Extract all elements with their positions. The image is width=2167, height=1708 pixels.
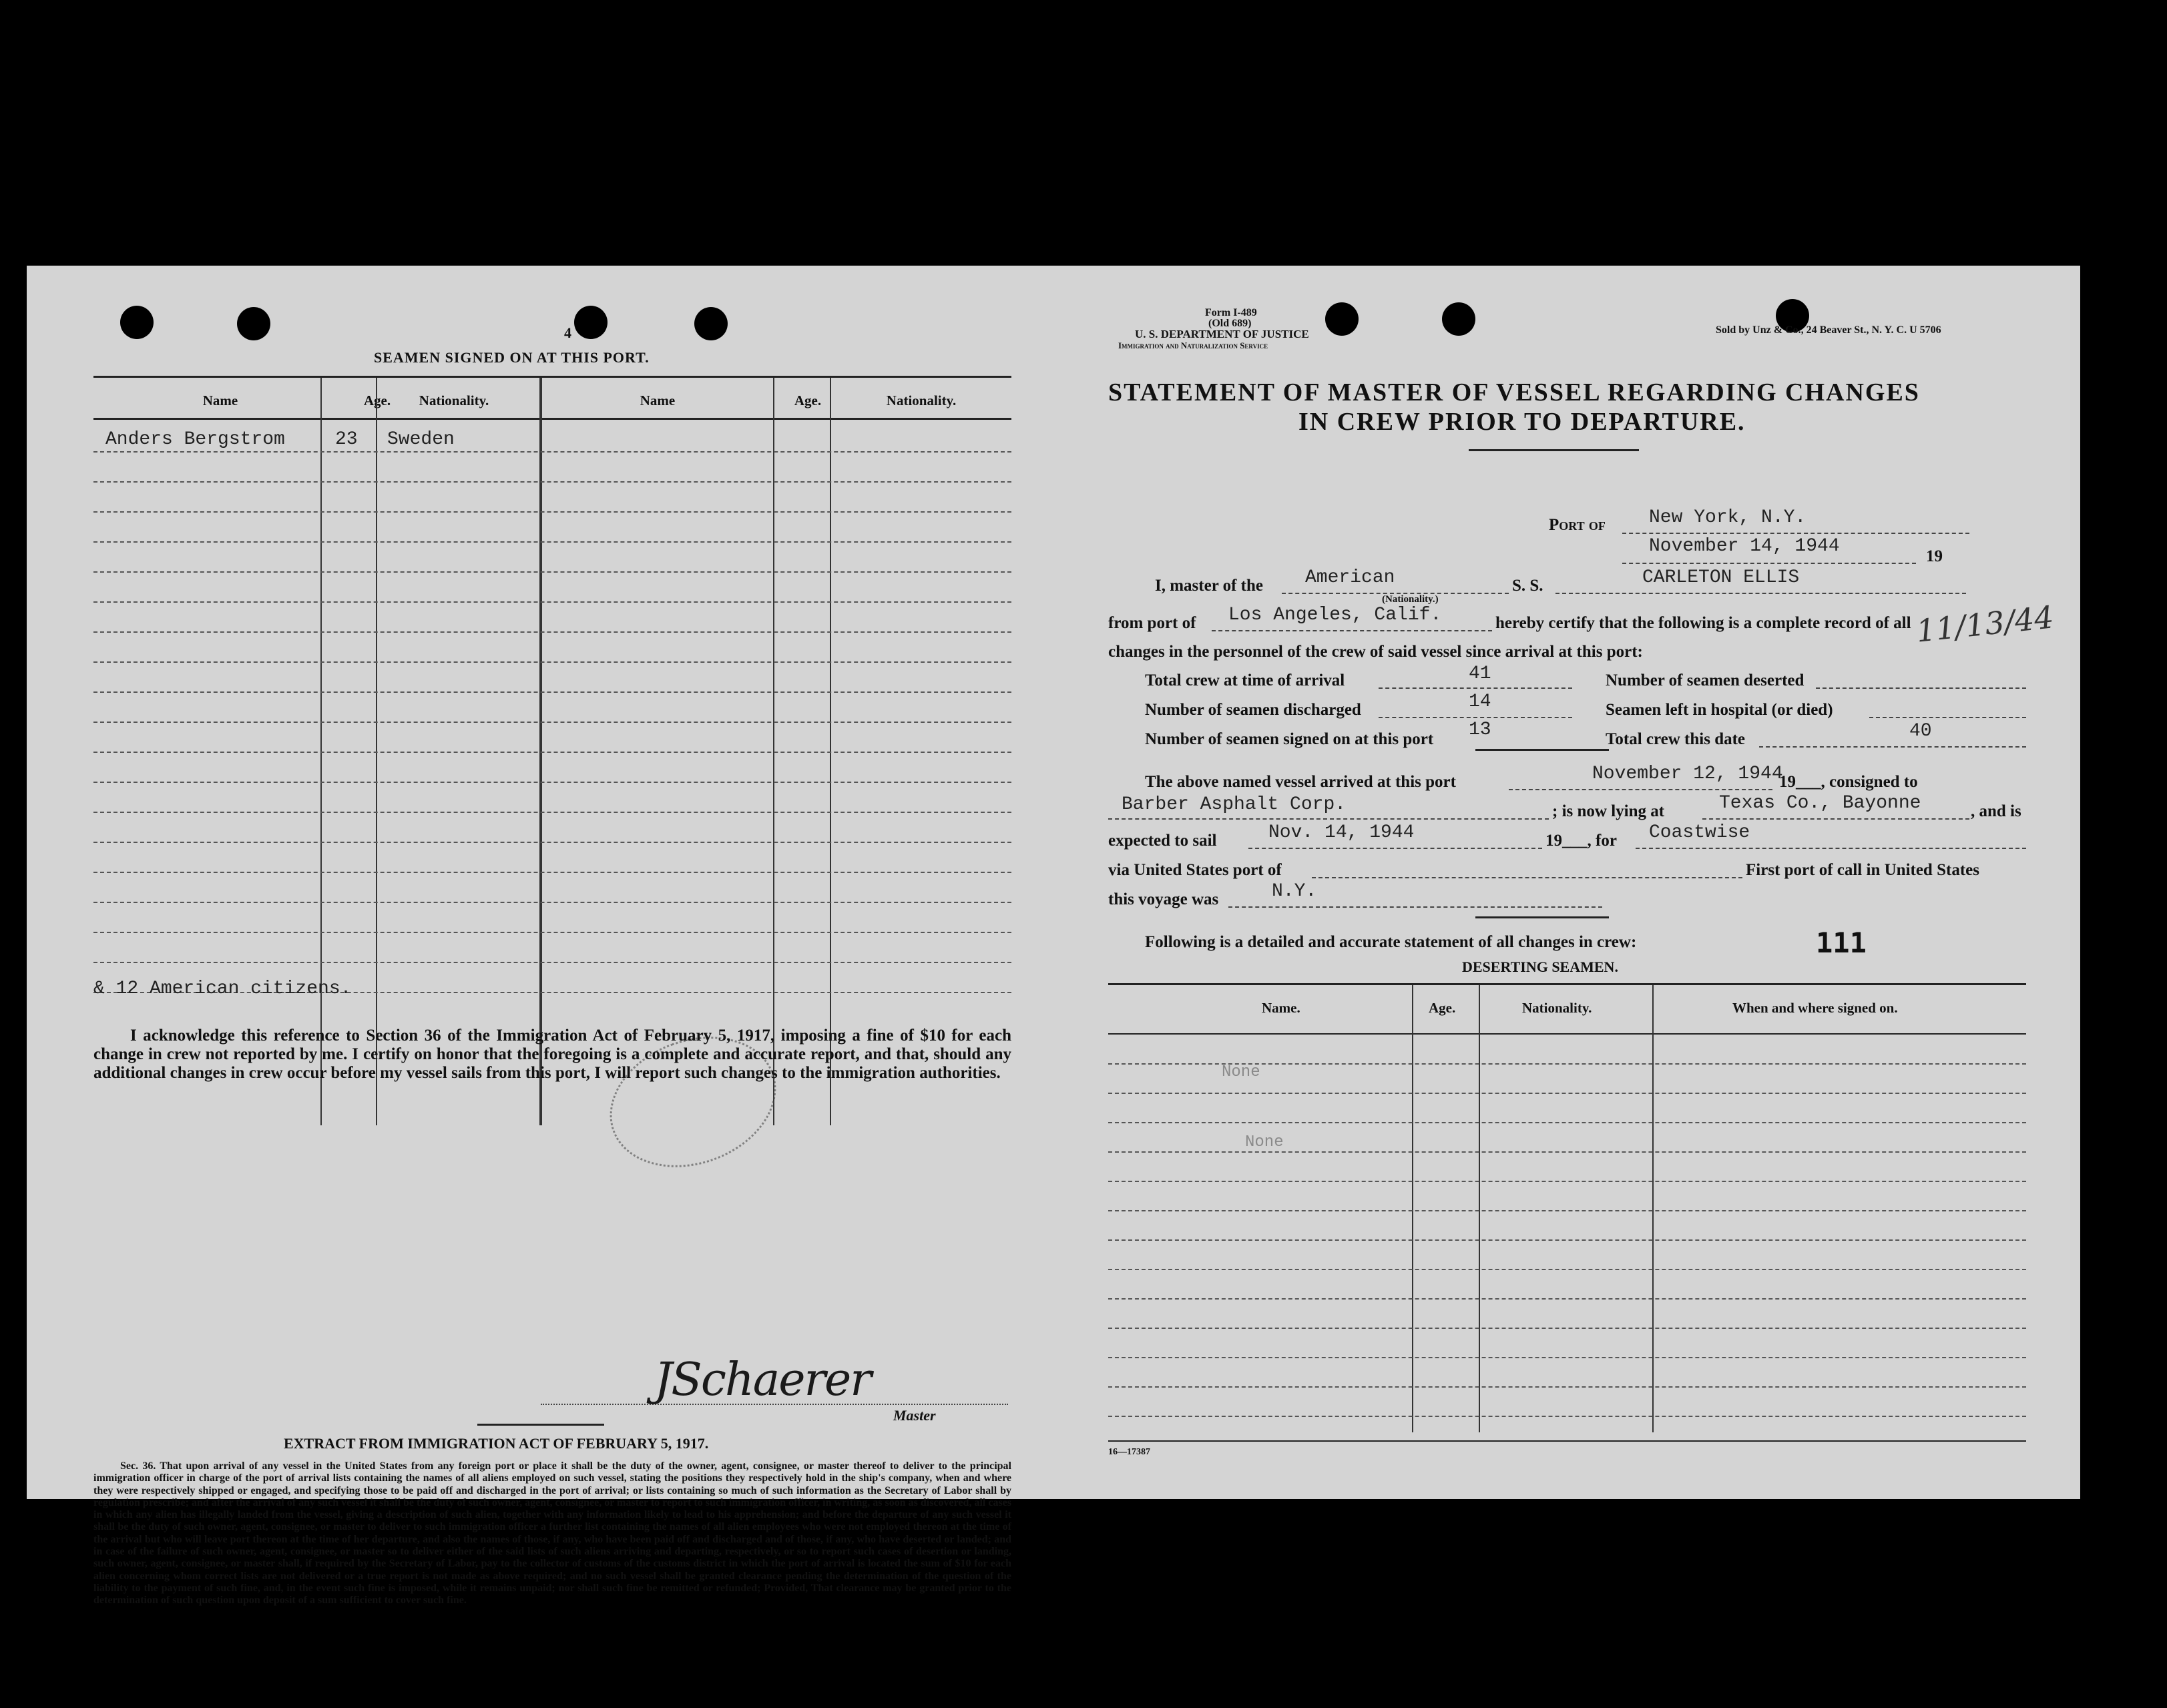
deserting-divider xyxy=(1652,985,1654,1432)
signed-on-value: 13 xyxy=(1469,720,1491,740)
punch-hole xyxy=(1442,302,1475,336)
for-value: Coastwise xyxy=(1649,822,1750,843)
row-rule xyxy=(93,541,1011,543)
extract-title: EXTRACT FROM IMMIGRATION ACT OF FEBRUARY 5, 1917. xyxy=(284,1435,709,1452)
faint-entry: None xyxy=(1222,1063,1260,1081)
master-signature: JSchaerer xyxy=(654,1354,871,1406)
form-title-line2: IN CREW PRIOR TO DEPARTURE. xyxy=(1298,408,1746,436)
voyage-label: this voyage was xyxy=(1108,890,1219,908)
discharged-value: 14 xyxy=(1469,691,1491,712)
row-rule xyxy=(93,752,1011,753)
row-rule xyxy=(93,601,1011,603)
vessel-name-fill xyxy=(1555,593,1966,594)
and-is-label: , and is xyxy=(1971,802,2021,820)
extract-text: Sec. 36. That upon arrival of any vessel in the United States from any foreign port or place it shall be the duty of the owner, agent, consignee, or master thereof to deliver to the principal immigration officer in charge of the port of arrival lists containing the names of all aliens employed on such vessel, stating the positions they respectively hold in the ship's company, when and where they were respectively shipped or engaged, and specifying those to be paid off and discharged in the port of arrival; or lists containing so much of such information as the Secretary of Labor shall by regulation prescribe; and after the arrival of any such vessel it shall be the duty of such owner, agent, consignee, or master to report to such immigration officer, in writing, as soon as discovered, all cases in which any alien has illegally landed from the vessel, giving a description of such alien, together with any information likely to lead to his apprehension; and before the departure of any such vessel it shall be the duty of such owner, agent, consignee, or master to deliver to such immigration officer a further list containing the names of all alien employees who were not employed thereon at the time of the arrival but who will leave port thereon at the time of her departure, and also the names of those, if any, who have been paid off and discharged and of those, if any, who have deserted or landed; and in case of the failure of such owner, agent, consignee, or master so to deliver either of the said lists of such aliens arriving and departing, respectively, or so to report such cases of desertion or landing, such owner, agent, consignee, or master shall, if required by the Secretary of Labor, pay to the collector of customs of the customs district in which the port of arrival is located the sum of $10 for each alien concerning whom correct lists are not delivered or a true report is not made as above required; and no such vessel shall be granted clearance pending the determination of the question of the liability to the payment of such fine, and, in the event such fine is imposed, while it remains unpaid; nor shall such fine be remitted or refunded; Provided, That clearance may be granted prior to the determination of such question upon deposit of a sum sufficient to cover such fine. xyxy=(93,1460,1011,1607)
row-rule xyxy=(1108,1181,2026,1182)
faint-entry: None xyxy=(1245,1133,1284,1151)
expected-fill xyxy=(1248,848,1542,849)
row-rule xyxy=(1108,1357,2026,1358)
voyage-rule xyxy=(1475,916,1609,918)
row-rule xyxy=(93,661,1011,663)
row-rule xyxy=(1108,1239,2026,1241)
row-rule xyxy=(93,722,1011,723)
punch-hole xyxy=(694,307,728,340)
row-rule xyxy=(93,631,1011,633)
row-rule xyxy=(1108,1151,2026,1153)
row-rule xyxy=(93,691,1011,693)
arrived-value: November 12, 1944 xyxy=(1592,764,1783,784)
row-rule xyxy=(93,571,1011,573)
consigned-label: 19___, consigned to xyxy=(1779,773,1918,791)
department-name: U. S. DEPARTMENT OF JUSTICE xyxy=(1135,328,1309,340)
row-rule xyxy=(1108,1416,2026,1417)
col-header-name-2: Name xyxy=(640,392,676,408)
deserting-col-signed-on: When and where signed on. xyxy=(1732,1000,1898,1016)
certify-text: hereby certify that the following is a complete record of all xyxy=(1495,614,1911,632)
arrived-fill xyxy=(1509,789,1772,790)
from-port-fill xyxy=(1212,630,1492,631)
from-port-value: Los Angeles, Calif. xyxy=(1228,605,1442,625)
discharged-label: Number of seamen discharged xyxy=(1145,701,1361,719)
first-port-label: First port of call in United States xyxy=(1746,861,1979,879)
row-rule xyxy=(93,812,1011,813)
deserting-title: DESERTING SEAMEN. xyxy=(1462,958,1618,975)
col-header-name: Name xyxy=(202,392,238,408)
lying-fill xyxy=(1702,818,1969,820)
port-fill xyxy=(1622,533,1969,534)
deserting-col-name: Name. xyxy=(1262,1000,1300,1016)
punch-hole xyxy=(120,306,154,339)
consignee-value: Barber Asphalt Corp. xyxy=(1122,794,1347,815)
row-rule xyxy=(1108,1093,2026,1094)
american-citizens-note: & 12 American citizens. xyxy=(93,978,352,999)
discharged-fill xyxy=(1379,717,1572,718)
consignee-fill xyxy=(1108,818,1549,820)
punch-hole xyxy=(574,306,608,339)
row-rule xyxy=(93,842,1011,843)
from-port-label: from port of xyxy=(1108,614,1196,632)
for-fill xyxy=(1636,848,2026,849)
handwritten-date: 11/13/44 xyxy=(1914,599,2056,649)
row-rule xyxy=(1108,1386,2026,1388)
punch-hole xyxy=(1325,302,1359,336)
seaman-name: Anders Bergstrom xyxy=(105,429,285,450)
lying-label: ; is now lying at xyxy=(1552,802,1665,820)
row-rule xyxy=(1108,1122,2026,1123)
print-code: 16—17387 xyxy=(1108,1447,1150,1457)
row-rule xyxy=(1108,1328,2026,1329)
old-form-number: (Old 689) xyxy=(1208,318,1252,329)
deserted-fill xyxy=(1816,687,2026,689)
title-rule xyxy=(1469,449,1639,451)
total-crew-date-fill xyxy=(1759,746,2026,748)
deserting-divider xyxy=(1479,985,1480,1432)
document-sheet xyxy=(27,266,2080,1607)
row-rule xyxy=(93,511,1011,513)
deserting-table-top xyxy=(1108,983,2026,985)
table-header-rule xyxy=(93,418,1011,420)
acknowledgement-text: I acknowledge this reference to Section 36 of the Immigration Act of February 5, 1917, imposing a fine of $10 for each change in crew not reported by me. I certify on honor that the foregoing is a complete and accurate report, and that, should any additional changes in crew occur before my vessel sails from this port, I will report such changes to the immigration authorities. xyxy=(93,1027,1011,1082)
punch-hole xyxy=(237,307,270,340)
voyage-value: N.Y. xyxy=(1272,881,1317,902)
deserting-table-bottom xyxy=(1108,1440,2026,1442)
expected-value: Nov. 14, 1944 xyxy=(1268,822,1415,843)
row-rule xyxy=(93,481,1011,483)
row-rule xyxy=(1108,1298,2026,1300)
signed-on-label: Number of seamen signed on at this port xyxy=(1145,730,1434,748)
master-label: Master xyxy=(893,1407,936,1424)
row-rule xyxy=(93,782,1011,783)
col-header-nationality: Nationality. xyxy=(419,392,489,408)
hospital-label: Seamen left in hospital (or died) xyxy=(1606,701,1833,719)
service-name: Immigration and Naturalization Service xyxy=(1118,340,1268,350)
seamen-signed-title: SEAMEN SIGNED ON AT THIS PORT. xyxy=(374,349,650,366)
changes-text: changes in the personnel of the crew of said vessel since arrival at this port: xyxy=(1108,643,1643,661)
deserting-col-age: Age. xyxy=(1429,1000,1456,1016)
row-rule xyxy=(93,872,1011,873)
deserting-col-nationality: Nationality. xyxy=(1522,1000,1592,1016)
port-value: New York, N.Y. xyxy=(1649,507,1807,528)
deserting-divider xyxy=(1412,985,1413,1432)
extract-rule xyxy=(477,1424,604,1426)
page-number: 4 xyxy=(564,324,571,341)
stamp-number: 111 xyxy=(1816,926,1867,959)
ss-label: S. S. xyxy=(1512,577,1543,595)
date-suffix: 19 xyxy=(1926,547,1943,565)
voyage-fill xyxy=(1228,906,1602,908)
hospital-fill xyxy=(1869,717,2026,718)
arrived-label: The above named vessel arrived at this port xyxy=(1145,773,1456,791)
col-header-nationality-2: Nationality. xyxy=(886,392,957,408)
following-label: Following is a detailed and accurate statement of all changes in crew: xyxy=(1145,933,1637,951)
row-rule xyxy=(93,932,1011,933)
total-crew-arrival-fill xyxy=(1379,687,1572,689)
total-crew-arrival-label: Total crew at time of arrival xyxy=(1145,671,1345,689)
form-title-line1: STATEMENT OF MASTER OF VESSEL REGARDING CHANGES xyxy=(1108,378,1920,406)
seaman-age: 23 xyxy=(335,429,358,450)
via-fill xyxy=(1312,877,1742,878)
row-rule xyxy=(93,962,1011,963)
row-rule xyxy=(1108,1210,2026,1211)
nationality-caption: (Nationality.) xyxy=(1382,594,1439,605)
date-fill xyxy=(1622,563,1916,564)
deserting-table-header-rule xyxy=(1108,1033,2026,1035)
row-rule xyxy=(93,451,1011,453)
total-crew-date-label: Total crew this date xyxy=(1606,730,1746,748)
vessel-nationality: American xyxy=(1305,567,1395,588)
total-crew-date-value: 40 xyxy=(1909,721,1932,742)
date-value: November 14, 1944 xyxy=(1649,536,1840,557)
total-crew-arrival-value: 41 xyxy=(1469,663,1491,684)
for-label: 19___, for xyxy=(1545,832,1617,850)
seaman-nationality: Sweden xyxy=(387,429,455,450)
port-label: Port of xyxy=(1549,516,1606,534)
table-top-rule xyxy=(93,376,1011,378)
deserted-label: Number of seamen deserted xyxy=(1606,671,1804,689)
row-rule xyxy=(1108,1269,2026,1270)
master-of-the-label: I, master of the xyxy=(1155,577,1263,595)
via-label: via United States port of xyxy=(1108,861,1282,879)
vessel-name: CARLETON ELLIS xyxy=(1642,567,1800,588)
row-rule xyxy=(93,902,1011,903)
signed-on-rule xyxy=(1475,749,1609,751)
col-header-age-2: Age. xyxy=(794,392,822,408)
expected-label: expected to sail xyxy=(1108,832,1217,850)
form-number: Form I-489 xyxy=(1205,307,1257,318)
lying-value: Texas Co., Bayonne xyxy=(1719,793,1921,814)
sold-by-text: Sold by Unz & Co., 24 Beaver St., N. Y. C. U 5706 xyxy=(1716,324,1941,336)
col-header-age: Age. xyxy=(363,392,391,408)
